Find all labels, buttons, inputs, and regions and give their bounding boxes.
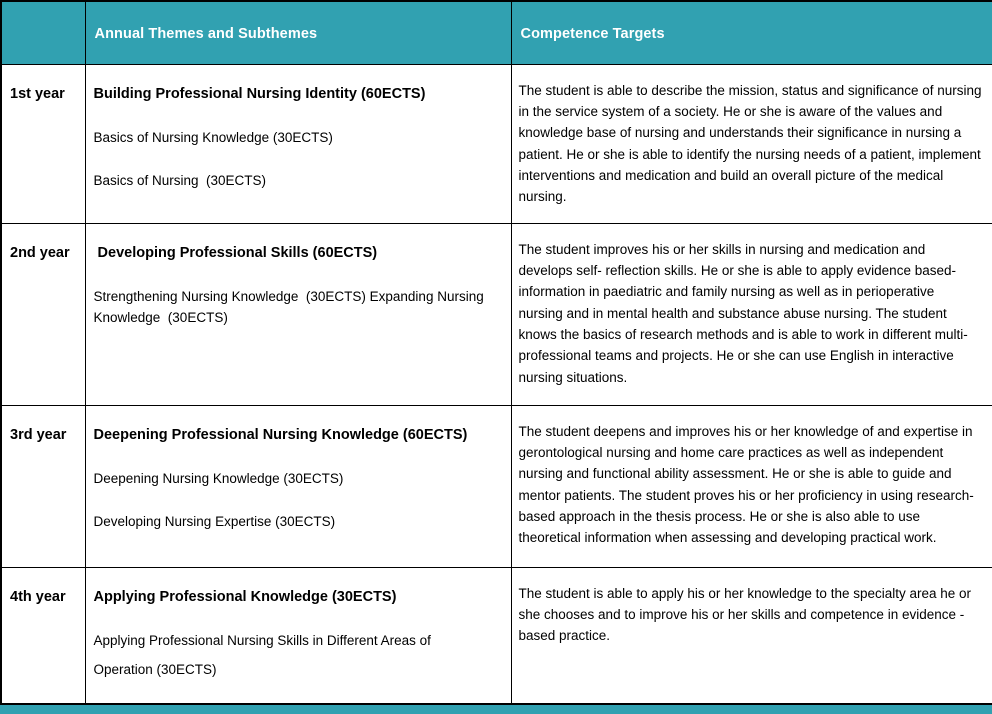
subtheme: Developing Nursing Expertise (30ECTS) — [93, 513, 336, 529]
table-row — [1, 64, 992, 223]
subtheme: Basics of Nursing Knowledge (30ECTS) — [93, 129, 333, 145]
subtheme: Basics of Nursing (30ECTS) — [93, 172, 267, 188]
year-cell: 4th year — [1, 567, 85, 704]
year-cell: 3rd year — [1, 405, 85, 567]
header-cell-themes: Annual Themes and Subthemes — [85, 1, 511, 64]
theme-title: Building Professional Nursing Identity (60ECTS) — [93, 85, 426, 102]
competence-cell: The student is able to describe the mission, status and significance of nursing in the service system of a society. He or she is aware of the values and knowledge base of nursing and understands their significance in nursing a patient. He or she is able to identify the nursing needs of a patient, implement interventions and medication and build an overall picture of the medical nursing. — [511, 64, 992, 223]
theme-title: Developing Professional Skills (60ECTS) — [93, 244, 378, 261]
table-row — [1, 223, 992, 405]
bottom-accent-bar — [0, 705, 992, 714]
year-cell: 2nd year — [1, 223, 85, 405]
competence-cell: The student improves his or her skills in nursing and medication and develops self- reflection skills. He or she is able to apply evidence based-information in paediatric and family nursing as well as in perioperative nursing and in mental health and substance abuse nursing. The student knows the basics of research methods and is able to work in different multi-professional teams and projects. He or she can use English in interactive nursing situations. — [511, 223, 992, 405]
theme-title: Applying Professional Knowledge (30ECTS) — [93, 588, 397, 605]
theme-cell — [85, 64, 511, 223]
theme-cell — [85, 567, 511, 704]
table-row — [1, 405, 992, 567]
table-header-row — [1, 1, 992, 64]
table-row — [1, 567, 992, 704]
subtheme: Deepening Nursing Knowledge (30ECTS) — [93, 470, 344, 486]
subtheme: Operation (30ECTS) — [93, 661, 217, 677]
competence-cell: The student deepens and improves his or her knowledge of and expertise in gerontological nursing and home care practices as well as independent nursing and functional ability assessment. He or she is able to guide and mentor patients. The student proves his or her proficiency in using research-based approach in the thesis process. He or she is also able to use theoretical information when assessing and developing practical work. — [511, 405, 992, 567]
subtheme: Applying Professional Nursing Skills in Different Areas of — [93, 632, 431, 648]
competence-cell: The student is able to apply his or her knowledge to the specialty area he or she chooses and to improve his or her skills and competence in evidence -based practice. — [511, 567, 992, 704]
theme-title: Deepening Professional Nursing Knowledge (60ECTS) — [93, 426, 468, 443]
theme-cell — [85, 223, 511, 405]
year-cell: 1st year — [1, 64, 85, 223]
header-cell-competence: Competence Targets — [511, 1, 992, 64]
header-cell-empty — [1, 1, 85, 64]
theme-cell — [85, 405, 511, 567]
subtheme: Strengthening Nursing Knowledge (30ECTS) Expanding Nursing Knowledge (30ECTS) — [93, 288, 488, 325]
